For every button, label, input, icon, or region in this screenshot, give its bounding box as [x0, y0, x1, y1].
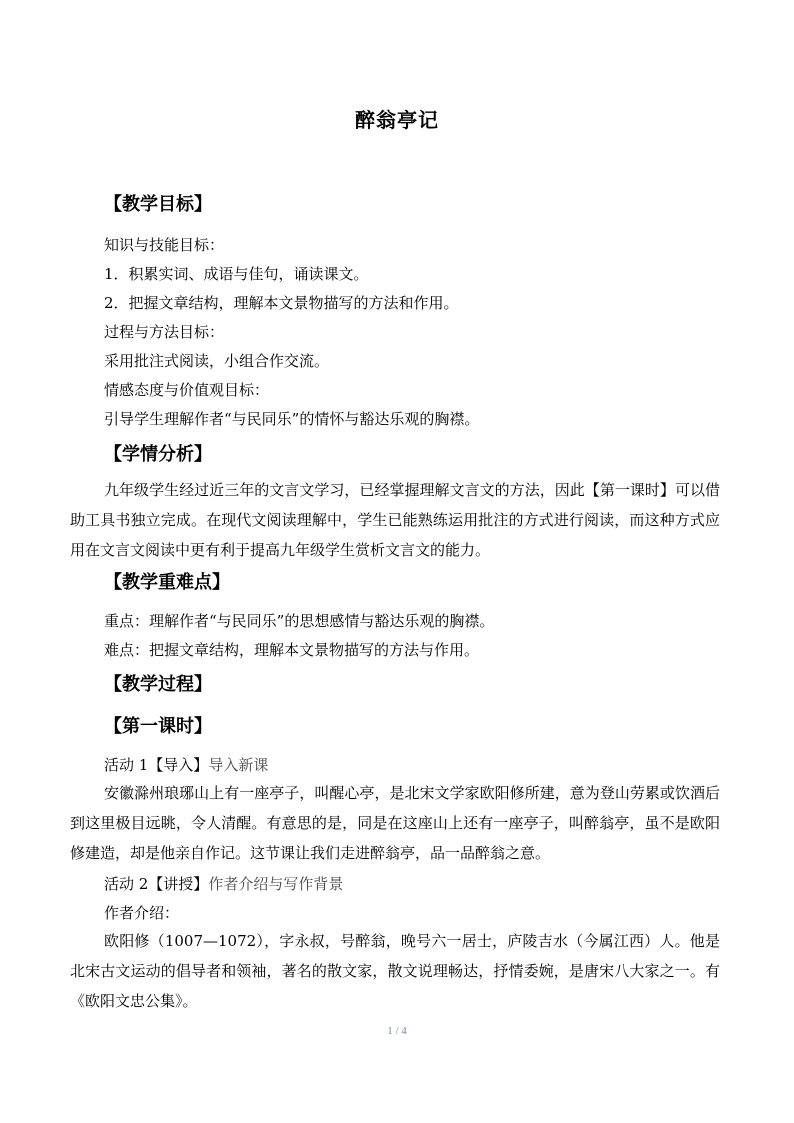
goals-line: 1．积累实词、成语与佳句，诵读课文。 [104, 265, 369, 283]
lesson-heading: 【第一课时】 [104, 716, 212, 737]
author-paragraph: 欧阳修（1007—1072），字永叔，号醉翁，晚号六一居士，庐陵吉水（今属江西）人。他是北宋古文运动的倡导者和领袖，著名的散文家，散文说理畅达，抒情委婉，是唐宋八大家之一。有《欧阳文忠公集》。 [70, 932, 720, 1010]
key-points-heading: 【教学重难点】 [104, 572, 230, 593]
analysis-heading: 【学情分析】 [104, 444, 212, 465]
goals-line: 知识与技能目标： [104, 236, 225, 254]
activity-1-line [104, 754, 268, 775]
goals-line: 采用批注式阅读，小组合作交流。 [104, 352, 330, 370]
goals-line: 引导学生理解作者“与民同乐”的情怀与豁达乐观的胸襟。 [104, 410, 480, 428]
activity-2-label: 活动 2【讲授】 [104, 875, 209, 893]
goals-line: 情感态度与价值观目标： [104, 381, 270, 399]
page-number: 1 / 4 [387, 1025, 407, 1037]
analysis-paragraph: 九年级学生经过近三年的文言文学习，已经掌握理解文言文的方法，因此【第一课时】可以借助工具书独立完成。在现代文阅读理解中，学生已能熟练运用批注的方式进行阅读，而这种方式应用在文言文阅读中更有利于提高九年级学生赏析文言文的能力。 [70, 481, 720, 559]
goals-line: 2．把握文章结构，理解本文景物描写的方法和作用。 [104, 294, 459, 312]
key-point-line: 难点：把握文章结构，理解本文景物描写的方法与作用。 [104, 641, 480, 659]
process-heading: 【教学过程】 [104, 674, 212, 695]
activity-1-label: 活动 1【导入】 [104, 756, 209, 774]
activity-1-paragraph: 安徽滁州琅琊山上有一座亭子，叫醒心亭，是北宋文学家欧阳修所建，意为登山劳累或饮酒后到这里极目远眺，令人清醒。有意思的是，同是在这座山上还有一座亭子，叫醉翁亭，虽不是欧阳修建造，却是他亲自作记。这节课让我们走进醉翁亭，品一品醉翁之意。 [70, 784, 720, 862]
author-heading: 作者介绍： [104, 904, 180, 922]
activity-2-title: 作者介绍与写作背景 [208, 875, 344, 893]
page-title: 醉翁亭记 [355, 108, 439, 132]
goals-line: 过程与方法目标： [104, 323, 225, 341]
goals-heading: 【教学目标】 [104, 194, 212, 215]
activity-1-title: 导入新课 [208, 756, 269, 774]
activity-2-line [104, 873, 343, 894]
key-point-line: 重点：理解作者“与民同乐”的思想感情与豁达乐观的胸襟。 [104, 612, 495, 630]
